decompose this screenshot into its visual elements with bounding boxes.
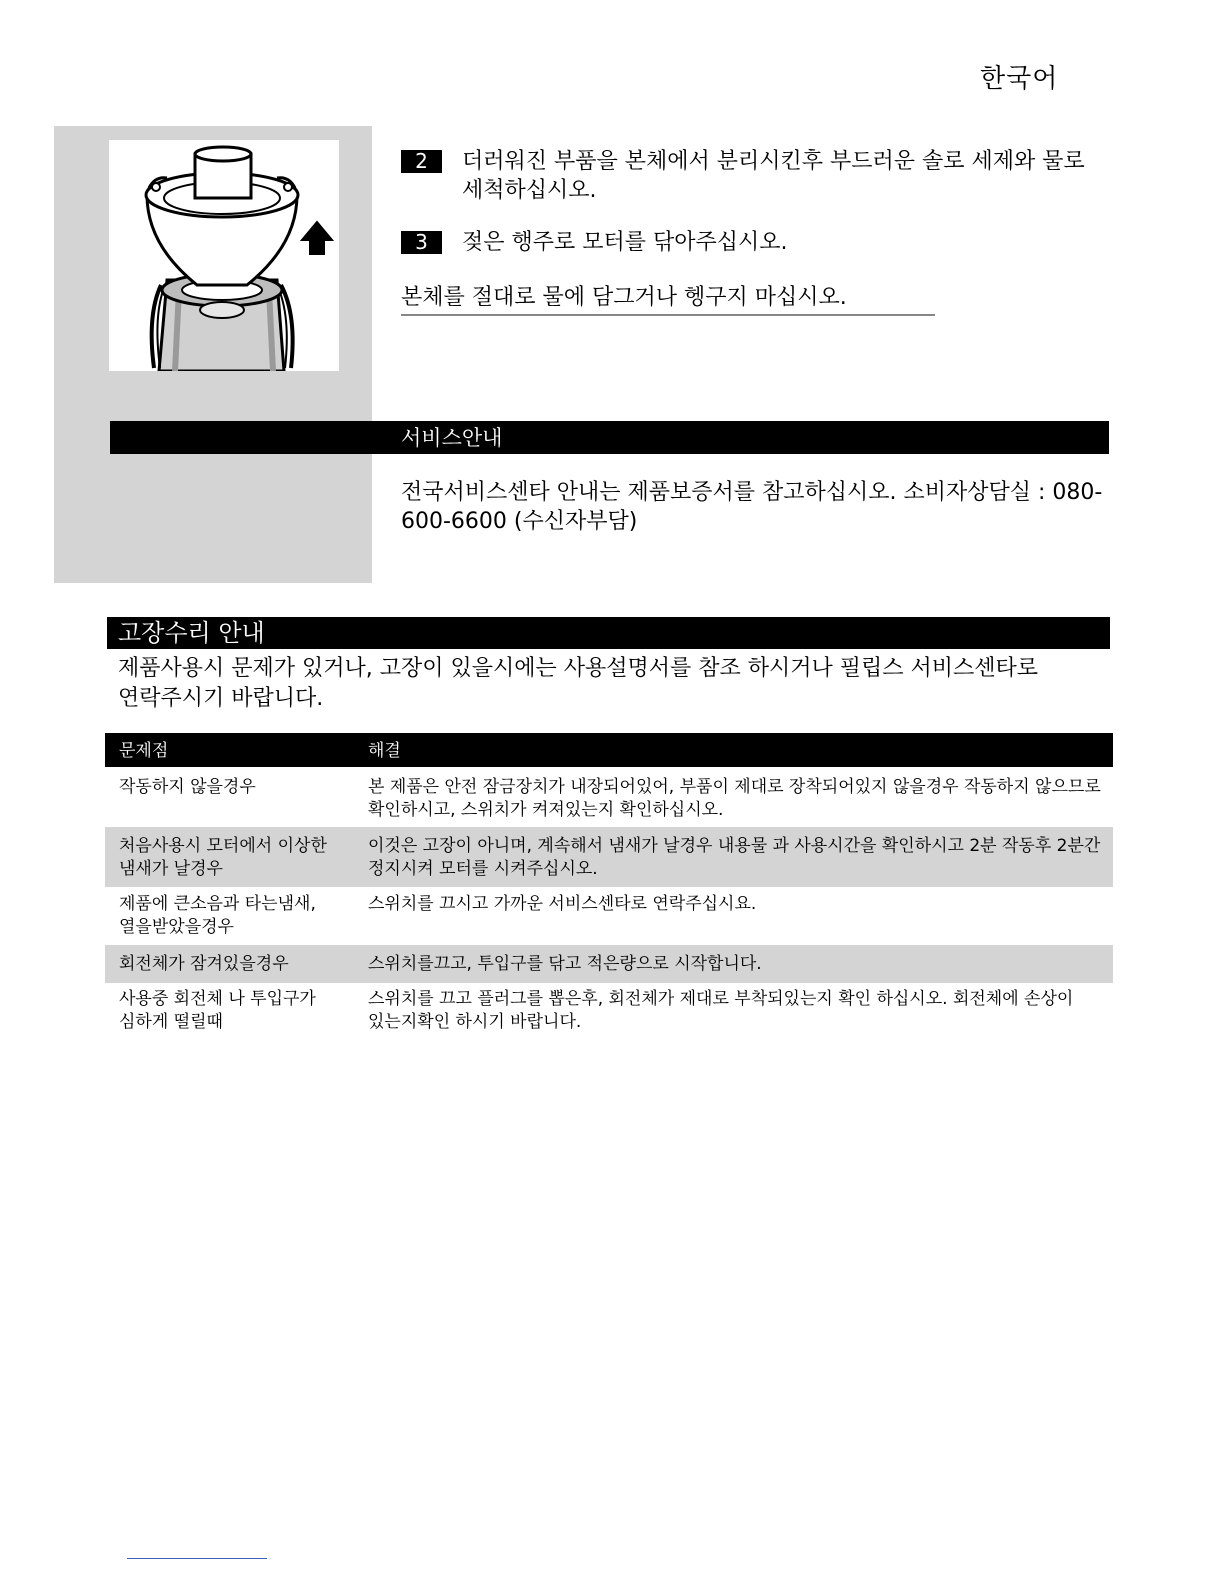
column-header-problem: 문제점 [119, 741, 169, 761]
troubleshooting-intro: 제품사용시 문제가 있거나, 고장이 있을시에는 사용설명서를 참조 하시거나 필립스 서비스센타로 연락주시기 바랍니다. [118, 656, 1039, 711]
problem-cell: 제품에 큰소음과 타는냄새, 열을받았을경우 [119, 894, 316, 937]
juicer-disassembly-drawing [109, 140, 339, 371]
table-row [105, 827, 1113, 887]
table-row [105, 945, 1113, 983]
step-text: 더러워진 부품을 본체에서 분리시킨후 부드러운 솔로 세제와 물로 세척하십시오. [462, 149, 1085, 203]
solution-cell: 본 제품은 안전 잠금장치가 내장되어있어, 부품이 제대로 장착되어있지 않을경우 작동하지 않으므로 확인하시고, 스위치가 켜져있는지 확인하십시오. [368, 777, 1101, 820]
solution-cell: 스위치를끄고, 투입구를 닦고 적은량으로 시작합니다. [368, 954, 762, 974]
solution-cell: 이것은 고장이 아니며, 계속해서 냄새가 날경우 내용물 과 사용시간을 확인하시고 2분 작동후 2분간 정지시켜 모터를 시켜주십시오. [368, 836, 1101, 879]
problem-cell: 작동하지 않을경우 [119, 777, 256, 797]
troubleshooting-table [105, 733, 1113, 1043]
footer-rule [127, 1558, 267, 1559]
up-arrow-icon [302, 222, 332, 254]
step-text: 젖은 행주로 모터를 닦아주십시오. [462, 230, 788, 255]
table-header [105, 733, 1113, 767]
table-row [105, 887, 1113, 945]
table-row [105, 983, 1113, 1043]
language-label: 한국어 [980, 64, 1059, 94]
juicer-illustration [109, 140, 339, 371]
table-row [105, 767, 1113, 827]
troubleshooting-heading: 고장수리 안내 [118, 619, 265, 647]
problem-cell: 회전체가 잠겨있을경우 [119, 954, 289, 974]
solution-cell: 스위치를 끄시고 가까운 서비스센타로 연락주십시요. [368, 894, 757, 914]
step-number-badge: 2 [401, 150, 442, 173]
service-heading-bar [110, 421, 1109, 454]
problem-cell: 사용중 회전체 나 투입구가 심하게 떨릴때 [119, 989, 316, 1032]
step-3 [401, 228, 1101, 257]
service-info-text: 전국서비스센타 안내는 제품보증서를 참고하십시오. 소비자상담실 : 080-600-6600 (수신자부담) [401, 480, 1103, 534]
service-heading: 서비스안내 [401, 426, 503, 450]
solution-cell: 스위치를 끄고 플러그를 뽑은후, 회전체가 제대로 부착되있는지 확인 하십시오. 회전체에 손상이 있는지확인 하시기 바랍니다. [368, 989, 1074, 1032]
problem-cell: 처음사용시 모터에서 이상한 냄새가 날경우 [119, 836, 327, 879]
step-number-badge: 3 [401, 231, 442, 254]
column-header-solution: 해결 [368, 741, 401, 761]
warning-text: 본체를 절대로 물에 담그거나 헹구지 마십시오. [401, 283, 935, 316]
step-2 [401, 147, 1101, 205]
